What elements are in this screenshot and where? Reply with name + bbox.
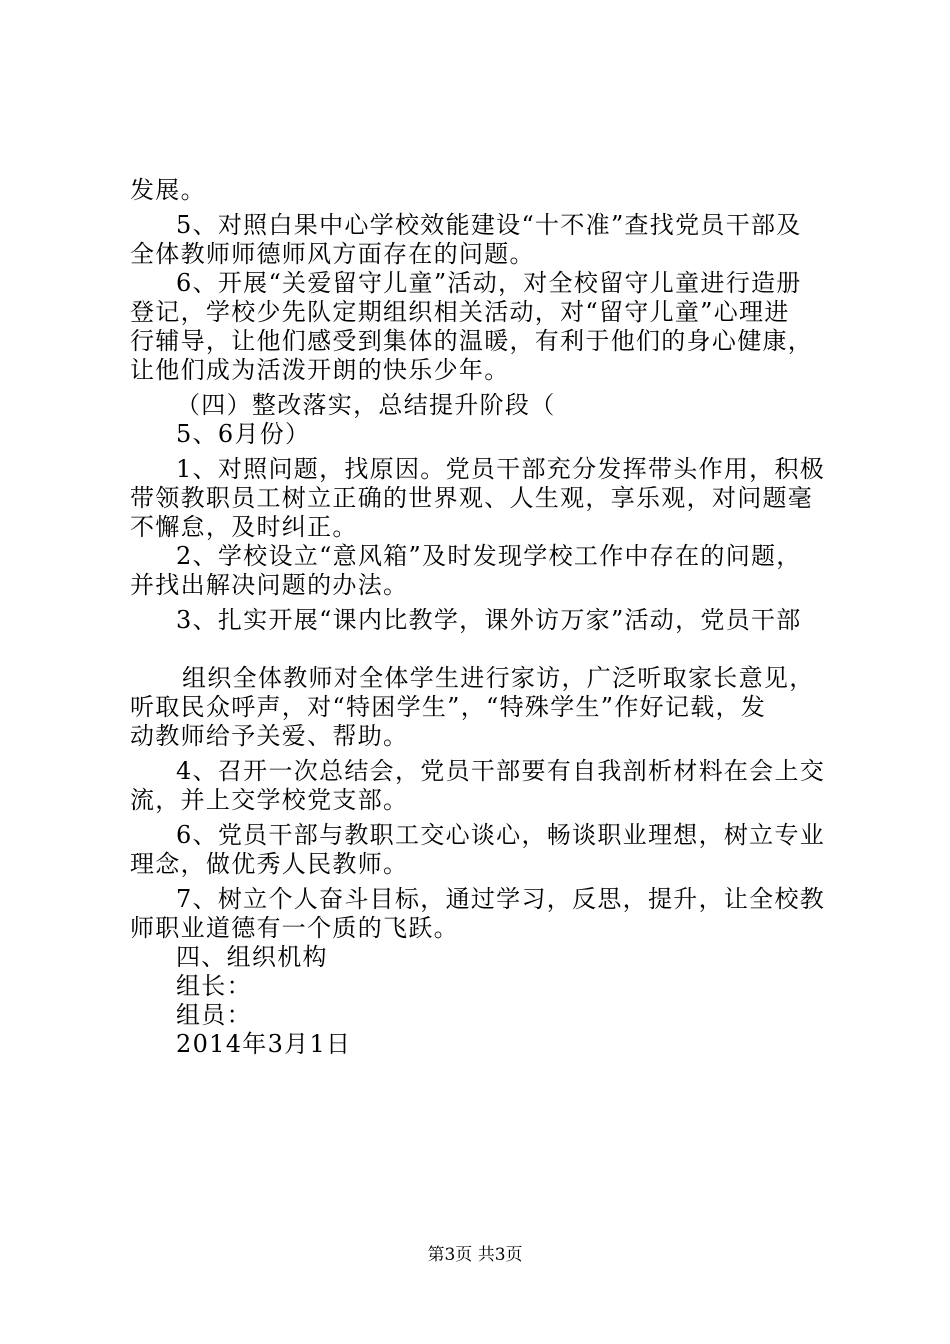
text-line: 不懈怠，及时纠正。 — [130, 513, 358, 541]
text-line: 听取民众呼声，对“特困学生”，“特殊学生”作好记载，发 — [130, 693, 767, 721]
page-footer: 第3页 共3页 — [427, 1245, 523, 1265]
text-line: 发展。 — [130, 176, 206, 204]
text-line: 2、学校设立“意风箱”及时发现学校工作中存在的问题， — [176, 542, 802, 570]
section-heading: 四、组织机构 — [176, 943, 328, 971]
text-line: 6、党员干部与教职工交心谈心，畅谈职业理想，树立专业 — [176, 821, 826, 849]
text-line: 5、6月份） — [176, 420, 311, 448]
text-line: 并找出解决问题的办法。 — [130, 571, 409, 599]
text-line: 组织全体教师对全体学生进行家访，广泛听取家长意见， — [182, 664, 815, 692]
text-line: 登记，学校少先队定期组织相关活动，对“留守儿童”心理进 — [130, 298, 790, 326]
text-line: 师职业道德有一个质的飞跃。 — [130, 914, 459, 942]
text-line: 3、扎实开展“课内比教学，课外访万家”活动，党员干部 — [176, 606, 802, 634]
section-heading: （四）整改落实，总结提升阶段（ — [176, 391, 556, 419]
text-line: 组员： — [176, 1001, 252, 1029]
text-line: 4、召开一次总结会，党员干部要有自我剖析材料在会上交 — [176, 757, 826, 785]
text-line: 组长： — [176, 972, 252, 1000]
date-line: 2014年3月1日 — [176, 1030, 352, 1058]
text-line: 全体教师师德师风方面存在的问题。 — [130, 240, 535, 268]
text-line: 行辅导，让他们感受到集体的温暖，有利于他们的身心健康， — [130, 327, 814, 355]
text-line: 1、对照问题，找原因。党员干部充分发挥带头作用，积极 — [176, 455, 826, 483]
text-line: 理念，做优秀人民教师。 — [130, 850, 409, 878]
text-line: 6、开展“关爱留守儿童”活动，对全校留守儿童进行造册 — [176, 269, 802, 297]
text-line: 流，并上交学校党支部。 — [130, 786, 409, 814]
text-line: 5、对照白果中心学校效能建设“十不准”查找党员干部及 — [176, 211, 802, 239]
text-line: 7、树立个人奋斗目标，通过学习，反思，提升，让全校教 — [176, 885, 826, 913]
text-line: 让他们成为活泼开朗的快乐少年。 — [130, 356, 510, 384]
text-line: 带领教职员工树立正确的世界观、人生观，享乐观，对问题毫 — [130, 484, 814, 512]
text-line: 动教师给予关爱、帮助。 — [130, 722, 409, 750]
